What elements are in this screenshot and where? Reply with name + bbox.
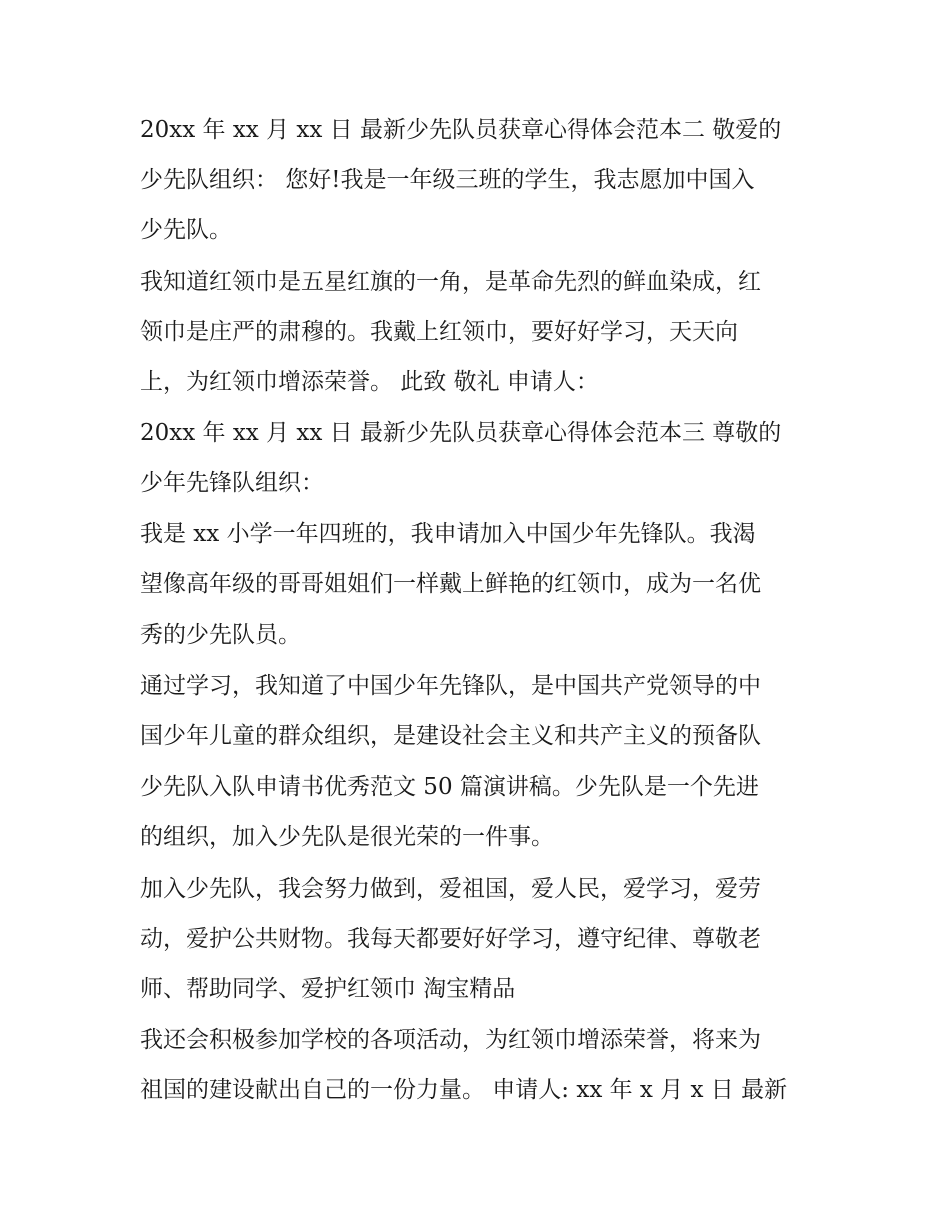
text-line: 20xx 年 xx 月 xx 日 最新少先队员获章心得体会范本二 敬爱的 xyxy=(140,117,782,143)
text-line: 国少年儿童的群众组织，是建设社会主义和共产主义的预备队 xyxy=(140,723,761,749)
text-line: 望像高年级的哥哥姐姐们一样戴上鲜艳的红领巾，成为一名优 xyxy=(140,571,761,597)
text-line: 少先队组织： 您好!我是一年级三班的学生，我志愿加中国入 xyxy=(140,167,755,193)
text-line: 少年先锋队组织： xyxy=(140,470,324,496)
text-line: 通过学习，我知道了中国少年先锋队，是中国共产党领导的中 xyxy=(140,673,761,699)
text-line: 的组织，加入少先队是很光荣的一件事。 xyxy=(140,824,554,850)
text-line: 领巾是庄严的肃穆的。我戴上红领巾，要好好学习，天天向 xyxy=(140,319,738,345)
text-line: 祖国的建设献出自己的一份力量。 申请人: xx 年 x 月 x 日 最新 xyxy=(140,1077,788,1103)
text-line: 少先队入队申请书优秀范文 50 篇演讲稿。少先队是一个先进 xyxy=(140,774,759,800)
text-line: 加入少先队，我会努力做到，爱祖国，爱人民，爱学习，爱劳 xyxy=(140,876,761,902)
text-line: 我是 xx 小学一年四班的，我申请加入中国少年先锋队。我渴 xyxy=(140,521,756,547)
text-line: 秀的少先队员。 xyxy=(140,622,301,648)
text-line: 20xx 年 xx 月 xx 日 最新少先队员获章心得体会范本三 尊敬的 xyxy=(140,420,782,446)
text-line: 我知道红领巾是五星红旗的一角，是革命先烈的鲜血染成，红 xyxy=(140,269,761,295)
text-line: 我还会积极参加学校的各项活动，为红领巾增添荣誉，将来为 xyxy=(140,1027,761,1053)
text-line: 师、帮助同学、爱护红领巾 淘宝精品 xyxy=(140,976,516,1002)
text-line: 少先队。 xyxy=(140,217,232,243)
text-line: 动，爱护公共财物。我每天都要好好学习，遵守纪律、尊敬老 xyxy=(140,926,761,952)
text-line: 上，为红领巾增添荣誉。 此致 敬礼 申请人： xyxy=(140,369,599,395)
